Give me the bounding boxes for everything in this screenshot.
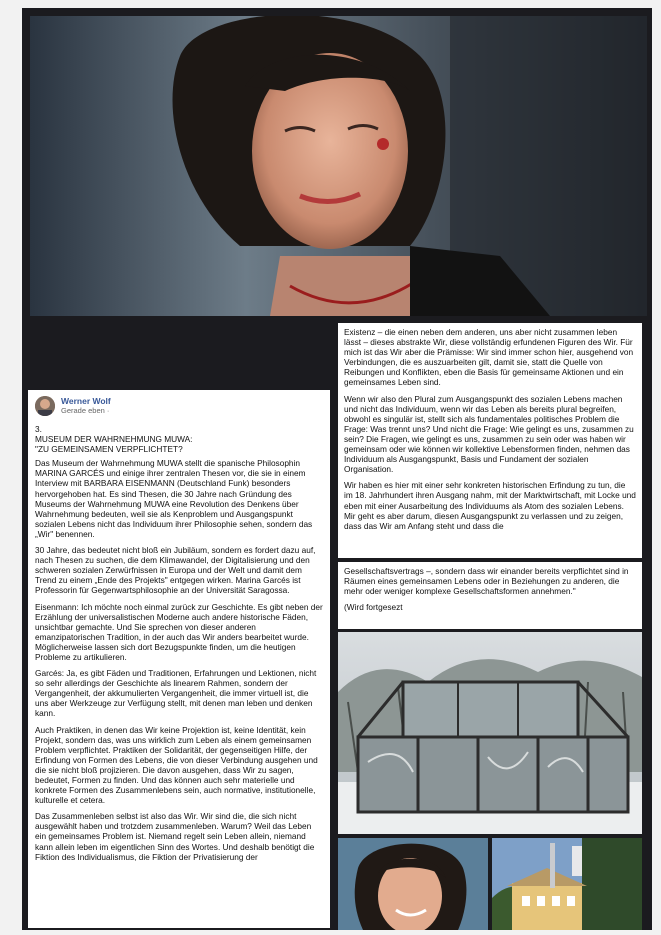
avatar-image xyxy=(35,396,55,416)
smiling-portrait-photo xyxy=(338,838,488,930)
continuation-column-2 xyxy=(338,562,642,629)
glass-pavilion-image xyxy=(338,632,642,834)
continuation-column-1 xyxy=(338,323,642,558)
post-paragraph: Das Museum der Wahrnehmung MUWA stellt die spanische Philosophin MARINA GARCÉS und einige ihrer zentralen Thesen vor, die sie in einem Interview mit BARBARA EISENMANN (Deutschland Funk) besonders hervorgehoben hat. Es sind Thesen, die 30 Jahre nach Gründung des Museums der Wahrnehmung MUWA eine Revolution des Denkens über Wahrnehmung bedeuten, weil sie als Kenproblem und Ausgangspunkt sozialen Lebens nicht das Individuum ihrer Philosophie sehen, sondern das „Wir" benennen. xyxy=(35,458,313,539)
hero-portrait-image xyxy=(30,16,647,316)
hero-portrait-photo xyxy=(30,16,647,316)
facebook-post xyxy=(28,390,330,928)
column-paragraph: Wir haben es hier mit einer sehr konkreten historischen Erfindung zu tun, die im 18. Jahrhundert ihren Ausgang nahm, mit der Marktwirtschaft, mit Locke und eben mit einer Ausarbeitung des Individuums als Atom des sozialen Lebens. Mir geht es aber darum, diesen Ausgangspunkt zu verlassen und zu zeigen, dass das Wir am Anfang steht und dass die xyxy=(344,480,636,531)
glass-pavilion-photo xyxy=(338,632,642,834)
column-paragraph: Wenn wir also den Plural zum Ausgangspunkt des sozialen Lebens machen und nicht das Individuum, wenn wir das Leben als bereits plural begreifen, obwohl es singulär ist, stellt sich als fundamentales politisches Problem die Frage: Was trennt uns? Und nicht die Frage: Wie gelingt es uns, zusammen zu sein? Die Fragen, wie gelingt es uns, zusammen zu sein oder was haben wir gemeinsam oder wie können wir kollektive Lebensformen finden, nehmen das Individuum als Ausgangspunkt, Basis und Fundament der sozialen Organisation. xyxy=(344,393,634,475)
post-timestamp[interactable]: Gerade eben · xyxy=(61,406,110,415)
column-paragraph: Existenz – die einen neben dem anderen, uns aber nicht zusammen leben lässt – dieses abstrakte Wir, diese vollständig erfundenen Figuren des Wir. Für mich ist das Wir aber die Prämisse: Wir sind immer schon hier, ausgehend von Verbindungen, die es auszuarbeiten gilt, damit sie, statt die Quelle von Reibungen und Konflikten, eben die Basis für gemeinsame Aktionen und ein gemeinsames Leben sind. xyxy=(344,327,634,388)
post-author[interactable]: Werner Wolf xyxy=(61,396,111,406)
museum-building-photo xyxy=(492,838,642,930)
post-paragraph: Garcés: Ja, es gibt Fäden und Traditionen, Erfahrungen und Lektionen, nicht so sehr allerdings der Geschichte als linearem Rahmen, sondern der Vergangenheit, der akkumulierten Vergangenheit, die immer virtuell ist, die uns aber Werkzeuge zur Verfügung stellt, mit denen man leben und denken kann. xyxy=(35,668,317,719)
heading-number: 3. xyxy=(35,424,42,434)
column-paragraph: (Wird fortgesezt xyxy=(344,602,403,613)
column-paragraph: Gesellschaftsvertrags –, sondern dass wir einander bereits verpflichtet sind in Räumen eines gemeinsamen Lebens oder in Beziehungen zu anderen, die mehr oder weniger komplexe Gesellschaftsformen annehmen." xyxy=(344,566,629,597)
heading-line-2: "ZU GEMEINSAMEN VERPFLICHTET? xyxy=(35,444,183,455)
avatar[interactable] xyxy=(35,396,55,416)
post-heading xyxy=(35,424,324,454)
smiling-portrait-image xyxy=(338,838,488,930)
post-paragraph: Eisenmann: Ich möchte noch einmal zurück zur Geschichte. Es gibt neben der Erzählung der universalistischen Moderne auch andere historische Fäden, unsichtbar gemachte. Und Sie sprechen von dieser anderen emanzipatorischen Tradition, in der auch das Wir anders bearbeitet wurde. Möglicherweise lassen sich dort Bezugspunkte finden, um die heutigen Probleme zu artikulieren. xyxy=(35,601,323,662)
post-header xyxy=(35,396,324,416)
heading-line-1: MUSEUM DER WAHRNEHMUNG MUWA: xyxy=(35,434,193,445)
museum-building-image xyxy=(492,838,642,930)
post-paragraph: Auch Praktiken, in denen das Wir keine Projektion ist, keine Identität, kein Projekt, sondern das, was uns wirklich zum Leben als einem gemeinsamen Problem verpflichtet. Praktiken der Solidarität, der gegenseitigen Hilfe, der Erfindung von Formen des Lebens, die von dieser Verbindung ausgehen und die sie nicht bloß projizieren. Die davon ausgehen, dass Wir zu sagen, bedeutet, Formen zu finden. Und das können auch sehr materielle und konkrete Formen des Zusammenlebens sein, auch normative, institutionelle, kulturelle et cetera. xyxy=(35,724,318,806)
post-paragraph: Das Zusammenleben selbst ist also das Wir. Wir sind die, die sich nicht ausgewählt haben und trotzdem zusammenleben. Warum? Weil das Leben ein gemeinsames Problem ist. Niemand regelt sein Leben allein, niemand kann allein leben im eigentlichen Sinn des Wortes. Und deshalb benötigt die Fiktion des Individualismus, die Fiktion der Privatisierung der xyxy=(35,811,315,862)
post-paragraph: 30 Jahre, das bedeutet nicht bloß ein Jubiläum, sondern es fordert dazu auf, nach Thesen zu suchen, die dem Klimawandel, der Digitalisierung und den schweren sozialen Zerwürfnissen in Europa und der Welt und damit dem Trend zu einem „Ende des Projekts" entgegen wirken. Marina Garcés ist Professorin für Gegenwartsphilosophie an der Universität Saragossa. xyxy=(35,545,316,596)
